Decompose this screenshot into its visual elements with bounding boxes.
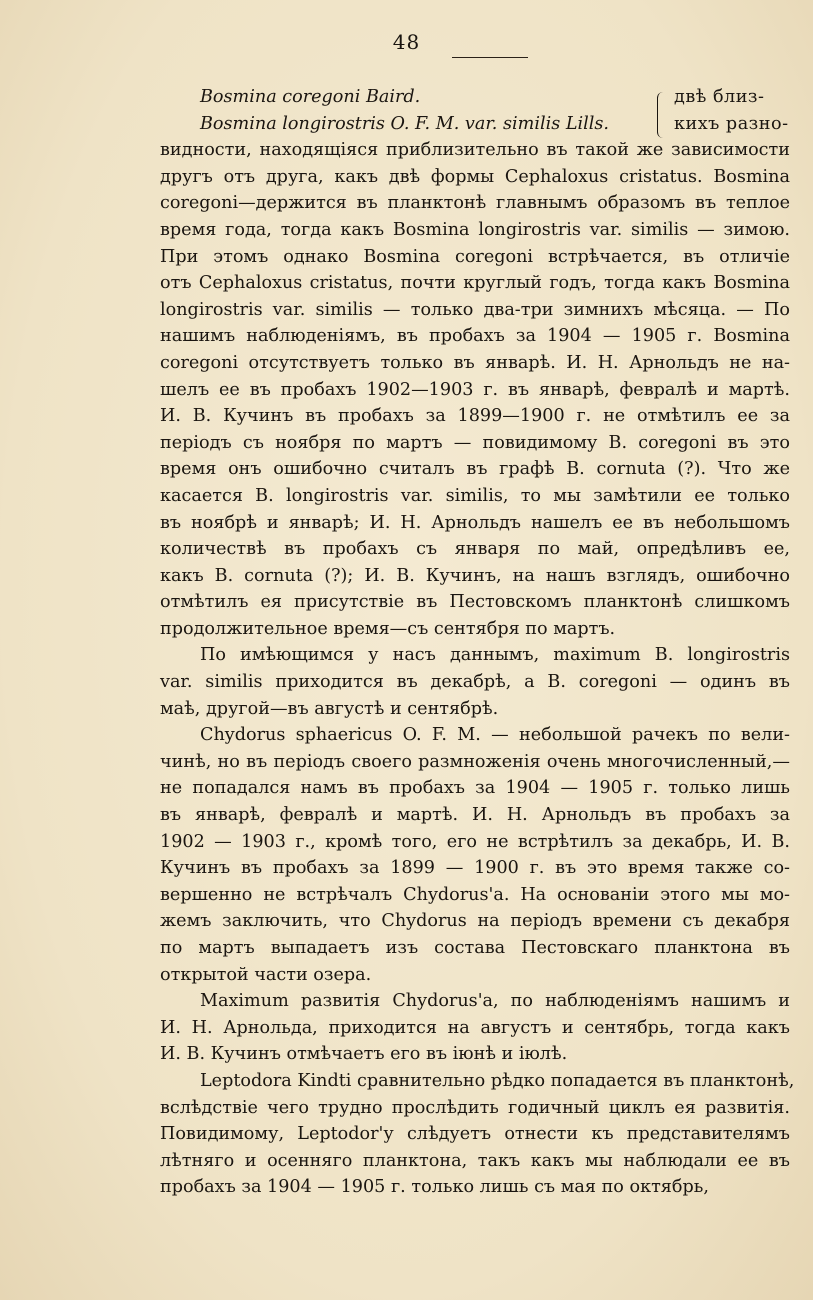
text-line: чинѣ, но въ періодъ своего размноженія очень многочисленный,— xyxy=(160,751,790,772)
paragraph xyxy=(160,722,790,988)
text-line: лѣтняго и осенняго планктона, такъ какъ мы наблюдали ее въ xyxy=(160,1150,790,1171)
text-line: coregoni—держится въ планктонѣ главнымъ образомъ въ теплое xyxy=(160,193,790,214)
text-line: Chydorus sphaericus O. F. M. — небольшой рачекъ по вели- xyxy=(200,725,790,746)
page-number: 48 xyxy=(392,30,421,54)
text-line: Leptodora Kindti сравнительно рѣдко попадается въ планктонѣ, xyxy=(200,1070,795,1091)
paragraphs xyxy=(160,137,795,1201)
grouping-brace xyxy=(657,92,666,138)
text-line: нашимъ наблюденіямъ, въ пробахъ за 1904 — 1905 г. Bosmina xyxy=(160,326,790,347)
paragraph xyxy=(160,1068,795,1201)
text-line: продолжительное время—съ сентября по мартъ. xyxy=(160,618,616,639)
text-line: longirostris var. similis — только два-три зимнихъ мѣсяца. — По xyxy=(160,299,790,320)
text-line: какъ B. cornuta (?); И. B. Кучинъ, на нашъ взглядъ, ошибочно xyxy=(160,565,790,586)
text-line: 1902 — 1903 г., кромѣ того, его не встрѣтилъ за декабрь, И. В. xyxy=(160,831,790,852)
text-line: Maximum развитія Chydorus'а, по наблюденіямъ нашимъ и xyxy=(200,991,790,1012)
text-line: И. В. Кучинъ въ пробахъ за 1899—1900 г. не отмѣтилъ ее за xyxy=(160,406,790,427)
text-line: видности, находящіяся приблизительно въ такой же зависимости xyxy=(160,140,790,161)
text-line: И. В. Кучинъ отмѣчаетъ его въ іюнѣ и іюлѣ. xyxy=(160,1044,568,1065)
text-line: При этомъ однако Bosmina coregoni встрѣчается, въ отличіе xyxy=(160,246,790,267)
text-line: отмѣтилъ ея присутствіе въ Пестовскомъ планктонѣ слишкомъ xyxy=(160,592,790,613)
text-line: И. Н. Арнольда, приходится на августъ и сентябрь, тогда какъ xyxy=(160,1017,790,1038)
species-header-right-1: двѣ близ- xyxy=(674,87,765,107)
paragraph xyxy=(160,988,790,1068)
text-line: періодъ съ ноября по мартъ — повидимому B. coregoni въ это xyxy=(160,432,790,453)
text-line: касается B. longirostris var. similis, то мы замѣтили ее только xyxy=(160,485,790,506)
text-line: въ ноябрѣ и январѣ; И. Н. Арнольдъ нашелъ ее въ небольшомъ xyxy=(160,512,790,533)
species-header-row-1 xyxy=(160,84,790,111)
header-rule xyxy=(452,57,528,58)
species-name-bosmina-coregoni: Bosmina coregoni Baird. xyxy=(200,87,421,107)
text-line: открытой части озера. xyxy=(160,964,372,985)
text-line: пробахъ за 1904 — 1905 г. только лишь съ мая по октябрь, xyxy=(160,1177,709,1198)
text-line: время онъ ошибочно считалъ въ графѣ B. cornuta (?). Что же xyxy=(160,459,790,480)
text-line: маѣ, другой—въ августѣ и сентябрѣ. xyxy=(160,698,499,719)
text-line: по мартъ выпадаетъ изъ состава Пестовскаго планктона въ xyxy=(160,938,790,958)
text-line: въ январѣ, февралѣ и мартѣ. И. Н. Арнольдъ въ пробахъ за xyxy=(160,805,790,826)
text-line: По имѣющимся у насъ даннымъ, maximum B. longirostris xyxy=(200,645,790,666)
text-line: Кучинъ въ пробахъ за 1899 — 1900 г. въ это время также со- xyxy=(160,858,790,879)
text-line: жемъ заключить, что Chydorus на періодъ времени съ декабря xyxy=(160,911,790,932)
text-line: другъ отъ друга, какъ двѣ формы Cephaloxus cristatus. Bosmina xyxy=(160,166,790,187)
text-line: coregoni отсутствуетъ только въ январѣ. И. Н. Арнольдъ не на- xyxy=(160,352,790,373)
species-header-right-2: кихъ разно- xyxy=(674,113,789,134)
text-line: количествѣ въ пробахъ съ января по май, опредѣливъ ее, xyxy=(160,539,790,560)
text-line: время года, тогда какъ Bosmina longirostris var. similis — зимою. xyxy=(160,219,790,240)
text-line: вершенно не встрѣчалъ Chydorus'а. На основаніи этого мы мо- xyxy=(160,884,790,905)
paragraph xyxy=(160,642,790,722)
text-line: отъ Cephaloxus cristatus, почти круглый годъ, тогда какъ Bosmina xyxy=(160,273,790,294)
text-line: не попадался намъ въ пробахъ за 1904 — 1905 г. только лишь xyxy=(160,778,790,799)
species-header-row-2 xyxy=(160,111,790,138)
paragraph xyxy=(160,137,790,642)
page-text xyxy=(160,84,795,1201)
text-line: Повидимому, Leptodor'у слѣдуетъ отнести къ представителямъ xyxy=(160,1124,790,1145)
text-line: вслѣдствіе чего трудно прослѣдить годичный циклъ ея развитія. xyxy=(160,1097,790,1118)
text-line: шелъ ее въ пробахъ 1902—1903 г. въ январѣ, февралѣ и мартѣ. xyxy=(160,379,790,400)
species-name-bosmina-longirostris: Bosmina longirostris O. F. M. var. similis Lills. xyxy=(200,113,610,134)
text-line: var. similis приходится въ декабрѣ, а B. coregoni — одинъ въ xyxy=(160,672,790,693)
